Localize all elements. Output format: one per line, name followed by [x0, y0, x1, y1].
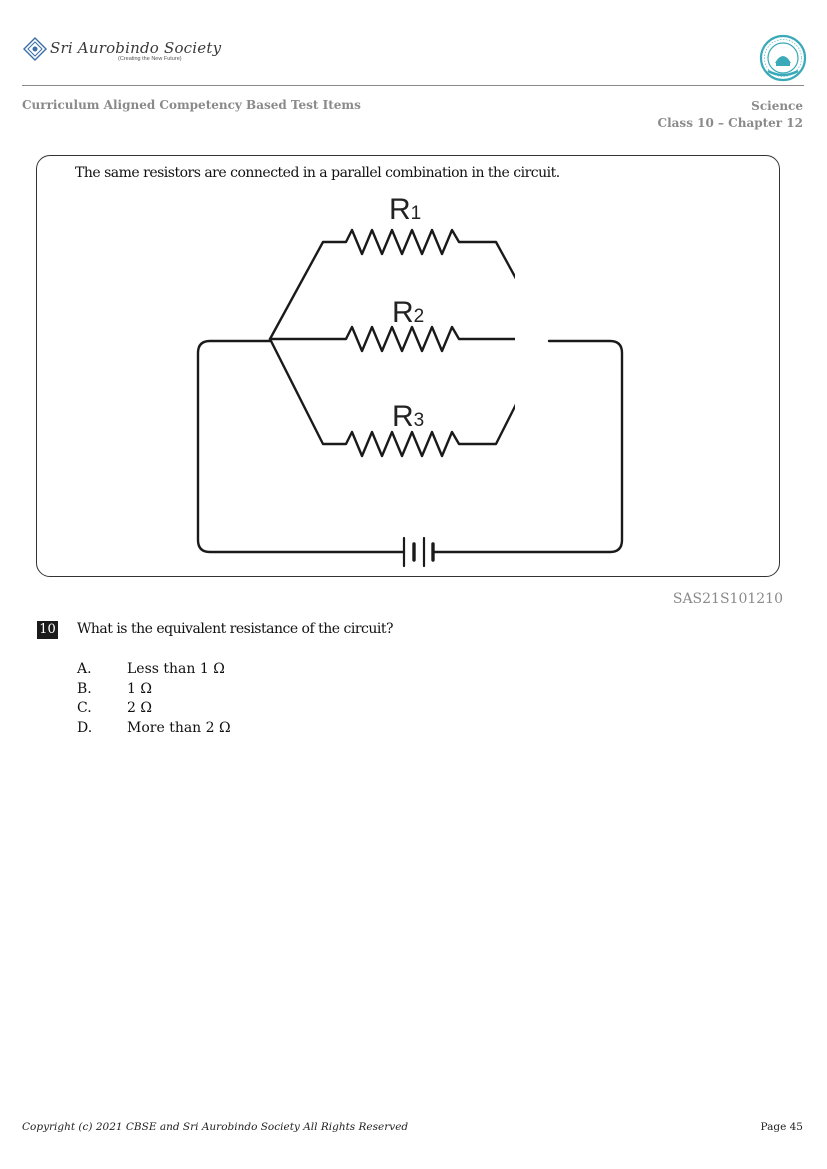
option-text: Less than 1 Ω	[127, 661, 225, 677]
outer-loop-wire	[198, 341, 622, 552]
option-letter: A.	[77, 661, 92, 677]
page-number: Page 45	[760, 1121, 803, 1133]
stimulus-text: The same resistors are connected in a parallel combination in the circuit.	[75, 165, 560, 181]
question-number: 10	[37, 621, 58, 639]
resistor-label-r1: R1	[389, 193, 422, 226]
option-d	[77, 720, 231, 740]
brand-name: Sri Aurobindo Society	[50, 39, 222, 57]
brand-tagline: (Creating the New Future)	[118, 56, 182, 62]
option-letter: D.	[77, 719, 93, 736]
option-a	[77, 661, 231, 681]
option-letter: C.	[77, 700, 92, 716]
document-title: Curriculum Aligned Competency Based Test Items	[22, 98, 361, 112]
resistor-label-r3: R3	[392, 400, 425, 433]
option-letter: B.	[77, 680, 92, 697]
question-text: What is the equivalent resistance of the circuit?	[77, 621, 393, 637]
option-text: 2 Ω	[127, 700, 152, 716]
option-text: More than 2 Ω	[127, 719, 231, 736]
resistor-label-r2: R2	[392, 296, 425, 329]
class-chapter-label: Class 10 – Chapter 12	[657, 116, 803, 130]
battery-icon	[404, 538, 433, 566]
option-b	[77, 681, 231, 701]
option-text: 1 Ω	[127, 680, 152, 697]
subject-label: Science	[751, 99, 803, 113]
copyright-notice: Copyright (c) 2021 CBSE and Sri Aurobindo Society All Rights Reserved	[22, 1121, 409, 1133]
answer-options	[77, 661, 231, 739]
item-code: SAS21S101210	[672, 591, 783, 607]
option-c	[77, 700, 231, 720]
